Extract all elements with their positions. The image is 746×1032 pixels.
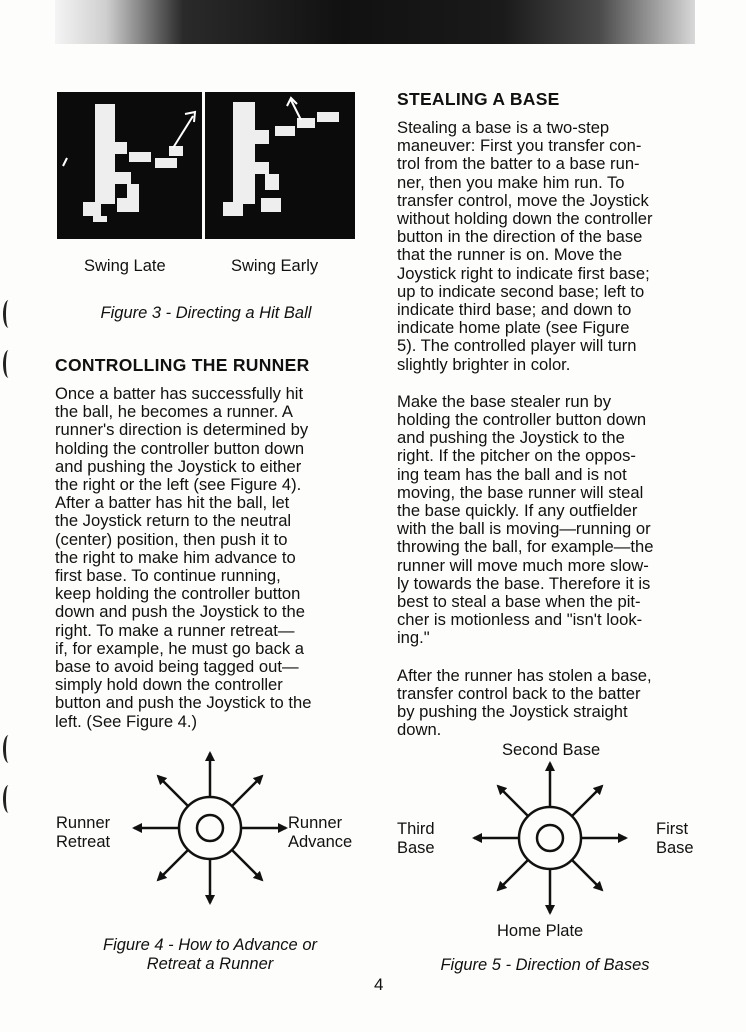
body-line: best to steal a base when the pit- <box>397 592 641 612</box>
body-line: by pushing the Joystick straight <box>397 702 628 722</box>
page-number: 4 <box>374 975 384 994</box>
body-line: Make the base stealer run by <box>397 391 611 411</box>
stealing-base-heading: STEALING A BASE <box>397 89 560 109</box>
binder-hole-mark <box>3 350 14 378</box>
stealing-base-body <box>397 119 707 740</box>
body-line: throwing the ball, for example—the <box>397 537 654 557</box>
body-line: the ball, he becomes a runner. A <box>55 402 293 422</box>
body-line: Joystick right to indicate first base; <box>397 263 650 283</box>
body-line: and pushing the Joystick to either <box>55 456 302 476</box>
body-line: keep holding the controller button <box>55 584 301 604</box>
body-line: cher is motionless and "isn't look- <box>397 610 643 630</box>
paragraph-1 <box>397 119 707 374</box>
body-line: left. (See Figure 4.) <box>55 711 198 731</box>
caption-line: Retreat a Runner <box>146 955 274 973</box>
caption-line: Figure 4 - How to Advance or <box>103 936 317 954</box>
body-line: and pushing the Joystick to the <box>397 428 625 448</box>
header-gradient-bar <box>55 0 695 44</box>
body-line: transfer control back to the batter <box>397 683 641 703</box>
body-line: Once a batter has successfully hit <box>55 384 304 403</box>
body-line: with the ball is moving—running or <box>397 519 651 539</box>
body-line: right. If the pitcher on the oppos- <box>397 446 636 466</box>
body-line: holding the controller button down <box>55 438 305 458</box>
figure-3-caption: Figure 3 - Directing a Hit Ball <box>100 304 312 322</box>
paragraph-2 <box>397 393 707 648</box>
body-line: button and push the Joystick to the <box>55 693 312 713</box>
body-line: first base. To continue running, <box>55 566 281 586</box>
body-line: ing team has the ball and is not <box>397 464 627 484</box>
label-line: Advance <box>288 832 353 851</box>
body-line: the Joystick return to the neutral <box>55 511 292 531</box>
body-line: transfer control, move the Joystick <box>397 190 649 210</box>
body-line: indicate third base; and down to <box>397 300 632 320</box>
body-line: maneuver: First you transfer con- <box>397 136 642 156</box>
body-line: up to indicate second base; left to <box>397 281 645 301</box>
joystick-diagram-fig5 <box>470 760 630 920</box>
body-line: runner will move much more slow- <box>397 555 649 575</box>
binder-hole-mark <box>3 785 14 813</box>
body-line: holding the controller button down <box>397 410 647 430</box>
label-line: Runner <box>56 814 111 832</box>
body-line: the right or the left (see Figure 4). <box>55 475 302 495</box>
label-line: Base <box>397 838 435 857</box>
body-line: ly towards the base. Therefore it is <box>397 573 651 593</box>
body-line: (center) position, then push it to <box>55 529 288 549</box>
runner-retreat-label <box>56 814 110 851</box>
body-line: button in the direction of the base <box>397 227 643 247</box>
body-line: without holding down the controller <box>397 209 653 229</box>
body-line: base to avoid being tagged out— <box>55 657 299 677</box>
body-line: down. <box>397 720 442 740</box>
body-line: the base quickly. If any outfielder <box>397 501 638 521</box>
body-line: slightly brighter in color. <box>397 354 571 374</box>
binder-hole-mark <box>3 300 14 328</box>
runner-advance-label <box>288 814 352 851</box>
swing-late-screenshot <box>57 92 202 239</box>
batter-sprite-late <box>57 92 202 239</box>
second-base-label: Second Base <box>502 741 601 759</box>
third-base-label <box>397 820 435 857</box>
swing-early-label: Swing Early <box>231 257 319 275</box>
paragraph-3 <box>397 667 707 740</box>
batter-sprite-early <box>205 92 355 239</box>
body-line: moving, the base runner will steal <box>397 482 644 502</box>
label-line: First <box>656 820 689 838</box>
body-line: indicate home plate (see Figure <box>397 318 630 338</box>
label-line: Runner <box>288 814 343 832</box>
body-line: the right to make him advance to <box>55 547 296 567</box>
body-line: simply hold down the controller <box>55 675 283 695</box>
figure-4-caption <box>60 936 360 974</box>
swing-early-screenshot <box>205 92 355 239</box>
body-line: Stealing a base is a two-step <box>397 118 610 137</box>
body-line: down and push the Joystick to the <box>55 602 305 622</box>
home-plate-label: Home Plate <box>497 922 584 940</box>
label-line: Base <box>656 838 694 857</box>
controlling-runner-body <box>55 385 373 731</box>
body-line: right. To make a runner retreat— <box>55 620 295 640</box>
body-line: runner's direction is determined by <box>55 420 309 440</box>
body-line: trol from the batter to a base run- <box>397 154 640 174</box>
body-line: ing." <box>397 628 430 648</box>
body-line: that the runner is on. Move the <box>397 245 623 265</box>
body-line: After the runner has stolen a base, <box>397 665 652 685</box>
binder-hole-mark <box>3 735 14 763</box>
label-line: Third <box>397 820 435 838</box>
swing-late-label: Swing Late <box>84 257 166 275</box>
body-line: After a batter has hit the ball, let <box>55 493 290 513</box>
first-base-label <box>656 820 694 857</box>
joystick-diagram-fig4 <box>130 750 290 910</box>
label-line: Retreat <box>56 832 111 851</box>
controlling-runner-heading: CONTROLLING THE RUNNER <box>55 355 310 375</box>
figure-5-caption: Figure 5 - Direction of Bases <box>440 956 650 974</box>
body-line: if, for example, he must go back a <box>55 638 305 658</box>
body-line: 5). The controlled player will turn <box>397 336 637 356</box>
body-line: ner, then you make him run. To <box>397 172 625 192</box>
